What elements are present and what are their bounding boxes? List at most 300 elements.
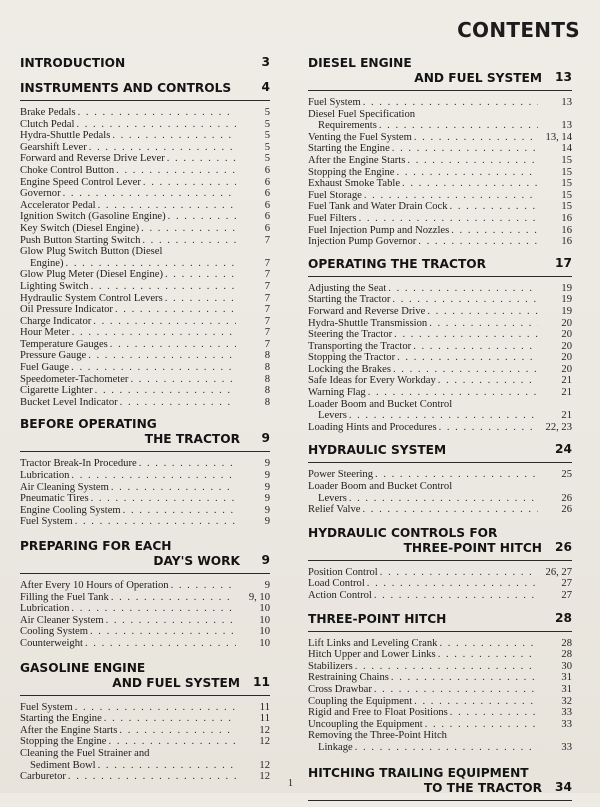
- entry-label: Glow Plug Meter (Diesel Engine): [20, 269, 163, 281]
- toc-entry: [20, 153, 270, 165]
- leader-dots: [374, 590, 538, 602]
- entry-page: 16: [561, 236, 572, 248]
- entry-label: Push Button Starting Switch: [20, 234, 141, 246]
- section-title-line2: AND FUEL SYSTEM: [414, 71, 542, 85]
- leader-dots: [363, 97, 538, 109]
- entry-label: Hydra-Shuttle Transmission: [308, 317, 428, 329]
- leader-dots: [130, 374, 236, 386]
- toc-entry: [308, 469, 572, 481]
- section-introduction: [20, 56, 270, 81]
- section-rule: [20, 100, 270, 101]
- leader-dots: [75, 702, 236, 714]
- leader-dots: [438, 649, 538, 661]
- entry-page: 20: [561, 317, 572, 329]
- entry-page: 7: [264, 234, 270, 246]
- toc-entry: [308, 375, 572, 387]
- toc-entry: [308, 387, 572, 399]
- toc-entry: [20, 258, 270, 270]
- leader-dots: [93, 316, 236, 328]
- leader-dots: [112, 130, 236, 142]
- leader-dots: [375, 469, 538, 481]
- section-title-line1: HITCHING TRAILING EQUIPMENT: [308, 765, 529, 780]
- toc-entry: [308, 155, 572, 167]
- entry-label: Brake Pedals: [20, 107, 76, 118]
- toc-entry-continued: Loader Boom and Bucket Control: [308, 481, 453, 493]
- leader-dots: [407, 155, 538, 167]
- toc-entry: [20, 142, 270, 154]
- toc-entry: [20, 223, 270, 235]
- entry-label: Steering the Tractor: [308, 329, 393, 341]
- entry-label: Lift Links and Leveling Crank: [308, 637, 438, 649]
- toc-entry: [20, 304, 270, 316]
- entry-label: Hydra-Shuttle Pedals: [20, 130, 111, 142]
- entry-page: 7: [264, 304, 270, 316]
- leader-dots: [397, 352, 538, 364]
- entry-page: 30: [561, 660, 572, 672]
- toc-entry: [20, 713, 270, 725]
- leader-dots: [380, 567, 538, 579]
- leader-dots: [66, 258, 236, 270]
- toc-entry: [308, 167, 572, 179]
- section-hydraulic-system: [308, 443, 572, 515]
- entry-label: Requirements: [318, 120, 377, 132]
- toc-entry: [308, 719, 572, 731]
- entry-label: Cooling System: [20, 626, 88, 638]
- toc-entry: [20, 316, 270, 328]
- entry-label: Uncoupling the Equipment: [308, 718, 423, 730]
- entry-label: Tractor Break-In Procedure: [20, 458, 137, 470]
- entry-label: Hydraulic System Control Levers: [20, 292, 163, 304]
- entry-page: 26: [561, 504, 572, 516]
- entry-label: Rigid and Free to Float Positions: [308, 707, 448, 719]
- entry-page: 9: [264, 470, 270, 482]
- leader-dots: [450, 201, 538, 213]
- entry-label: Clutch Pedal: [20, 118, 75, 130]
- entry-page: 7: [264, 315, 270, 327]
- section-rule: [308, 800, 572, 801]
- entry-label: Pneumatic Tires: [20, 493, 89, 505]
- leader-dots: [349, 493, 538, 505]
- entry-page: 7: [264, 327, 270, 339]
- leader-dots: [139, 458, 236, 470]
- entry-label: Starting the Engine: [20, 713, 102, 725]
- toc-entry: [308, 742, 572, 754]
- leader-dots: [91, 493, 236, 505]
- entry-page: 10: [259, 637, 270, 649]
- leader-dots: [75, 516, 236, 528]
- entry-label: Exhaust Smoke Table: [308, 178, 401, 190]
- section-title: THREE-POINT HITCH: [308, 611, 447, 626]
- entry-label: Warning Flag: [308, 387, 366, 399]
- toc-entry: [308, 294, 572, 306]
- entry-list: [20, 458, 270, 528]
- entry-label: Air Cleaning System: [20, 481, 109, 493]
- leader-dots: [63, 188, 236, 200]
- leader-dots: [413, 341, 538, 353]
- entry-page: 15: [561, 178, 572, 190]
- right-column: [308, 56, 572, 807]
- section-hitching-trailing: [308, 766, 572, 801]
- section-title-line1: PREPARING FOR EACH: [20, 539, 172, 553]
- entry-label: Fuel Tank and Water Drain Cock: [308, 201, 448, 213]
- leader-dots: [429, 318, 538, 330]
- entry-page: 33: [561, 707, 572, 719]
- entry-page: 13, 14: [545, 131, 572, 143]
- leader-dots: [367, 578, 538, 590]
- section-title-line2: THREE-POINT HITCH: [403, 540, 542, 555]
- section-rule: [308, 90, 572, 91]
- toc-entry: [20, 327, 270, 339]
- leader-dots: [402, 178, 538, 190]
- toc-entry: [20, 592, 270, 604]
- toc-entry: [20, 397, 270, 409]
- toc-entry: [20, 339, 270, 351]
- toc-entry: [308, 649, 572, 661]
- entry-label: Bucket Level Indicator: [20, 396, 118, 408]
- entry-label: Relief Valve: [308, 504, 361, 516]
- entry-page: 6: [264, 211, 270, 223]
- leader-dots: [78, 107, 236, 119]
- entry-page: 6: [264, 222, 270, 234]
- leader-dots: [392, 143, 538, 155]
- entry-list: [20, 702, 270, 783]
- entry-label: Locking the Brakes: [308, 363, 391, 375]
- section-rule: [20, 573, 270, 574]
- entry-label: Engine): [30, 257, 64, 269]
- entry-page: 7: [264, 257, 270, 269]
- toc-entry: [20, 293, 270, 305]
- toc-entry: [308, 97, 572, 109]
- leader-dots: [394, 329, 538, 341]
- leader-dots: [123, 505, 236, 517]
- toc-entry: [308, 578, 572, 590]
- entry-page: 20: [561, 363, 572, 375]
- entry-page: 13: [561, 97, 572, 108]
- entry-label: Action Control: [308, 590, 372, 601]
- leader-dots: [110, 339, 236, 351]
- entry-label: Forward and Reverse Drive: [308, 305, 426, 317]
- toc-entry: [308, 225, 572, 237]
- entry-page: 19: [561, 282, 572, 294]
- entry-label: Fuel System: [20, 701, 73, 713]
- leader-dots: [388, 283, 538, 295]
- leader-dots: [115, 304, 236, 316]
- entry-label: Injection Pump Governor: [308, 236, 417, 248]
- entry-label: Lighting Switch: [20, 280, 89, 292]
- toc-entry: [20, 374, 270, 386]
- entry-label: Starting the Tractor: [308, 294, 391, 306]
- section-title-line1: DIESEL ENGINE: [308, 56, 412, 70]
- leader-dots: [168, 211, 236, 223]
- toc-entry: [308, 213, 572, 225]
- leader-dots: [414, 132, 538, 144]
- entry-label: Choke Control Button: [20, 164, 115, 176]
- section-rule: [20, 451, 270, 452]
- entry-page: 12: [259, 759, 270, 771]
- left-column: [20, 56, 270, 783]
- entry-label: Stopping the Engine: [20, 736, 107, 748]
- entry-page: 27: [561, 590, 572, 601]
- entry-page: 9: [264, 504, 270, 516]
- entry-label: Transporting the Tractor: [308, 340, 412, 352]
- entry-label: Load Control: [308, 578, 365, 590]
- entry-page: 9: [264, 458, 270, 470]
- entry-list: [308, 638, 572, 754]
- entry-page: 25: [561, 469, 572, 481]
- toc-entry: [308, 422, 572, 434]
- leader-dots: [425, 719, 538, 731]
- toc-entry: [308, 684, 572, 696]
- entry-page: 7: [264, 338, 270, 350]
- entry-page: 8: [264, 373, 270, 385]
- entry-label: Cigarette Lighter: [20, 385, 93, 397]
- toc-entry: [308, 120, 572, 132]
- toc-entry: [20, 725, 270, 737]
- section-page: 11: [253, 674, 270, 689]
- toc-entry: [308, 329, 572, 341]
- section-title-line1: HYDRAULIC CONTROLS FOR: [308, 525, 498, 540]
- entry-page: 12: [259, 736, 270, 748]
- entry-page: 9: [264, 516, 270, 528]
- toc-entry: [20, 615, 270, 627]
- section-hydraulic-controls: [308, 526, 572, 602]
- leader-dots: [89, 142, 236, 154]
- leader-dots: [98, 760, 236, 772]
- entry-label: Linkage: [318, 741, 353, 753]
- entry-page: 6: [264, 199, 270, 211]
- leader-dots: [392, 294, 538, 306]
- leader-dots: [393, 364, 538, 376]
- section-page: 34: [555, 779, 572, 794]
- entry-label: Air Cleaner System: [20, 614, 104, 626]
- leader-dots: [120, 397, 236, 409]
- entry-list: [20, 580, 270, 650]
- toc-entry: [20, 458, 270, 470]
- entry-page: 20: [561, 340, 572, 352]
- section-rule: [20, 695, 270, 696]
- page-title: CONTENTS: [457, 18, 580, 42]
- toc-entry: [20, 188, 270, 200]
- entry-page: 10: [259, 614, 270, 626]
- leader-dots: [438, 375, 538, 387]
- toc-entry: [20, 119, 270, 131]
- leader-dots: [71, 470, 236, 482]
- entry-label: Accelerator Pedal: [20, 199, 96, 211]
- entry-list: [308, 283, 572, 434]
- entry-label: Stopping the Engine: [308, 166, 395, 178]
- leader-dots: [439, 638, 538, 650]
- toc-entry: [20, 771, 270, 783]
- toc-entry: [308, 672, 572, 684]
- entry-page: 5: [264, 153, 270, 165]
- entry-page: 15: [561, 189, 572, 201]
- entry-page: 8: [264, 385, 270, 397]
- entry-page: 20: [561, 352, 572, 364]
- entry-label: Hitch Upper and Lower Links: [308, 649, 436, 661]
- section-operating: [308, 257, 572, 434]
- entry-label: Adjusting the Seat: [308, 282, 387, 294]
- entry-label: Fuel Injection Pump and Nozzles: [308, 224, 450, 236]
- leader-dots: [104, 713, 236, 725]
- entry-label: Levers: [318, 492, 347, 504]
- toc-entry: [308, 306, 572, 318]
- leader-dots: [391, 672, 538, 684]
- entry-page: 5: [264, 107, 270, 118]
- entry-page: 10: [259, 626, 270, 638]
- section-page: 13: [555, 70, 572, 84]
- section-page: 24: [555, 442, 572, 457]
- toc-entry: [308, 504, 572, 516]
- entry-label: Gearshift Lever: [20, 141, 87, 153]
- toc-entry: [20, 702, 270, 714]
- toc-entry: [308, 364, 572, 376]
- section-page: 4: [261, 80, 270, 94]
- leader-dots: [439, 422, 538, 434]
- section-title: INTRODUCTION: [20, 56, 126, 70]
- entry-page: 10: [259, 603, 270, 615]
- entry-page: 5: [264, 141, 270, 153]
- entry-page: 5: [264, 118, 270, 130]
- entry-label: Cross Drawbar: [308, 683, 372, 695]
- entry-label: Speedometer-Tachometer: [20, 373, 129, 385]
- leader-dots: [72, 327, 236, 339]
- toc-entry: [20, 736, 270, 748]
- toc-entry: [20, 580, 270, 592]
- toc-entry: [20, 211, 270, 223]
- entry-label: Stabilizers: [308, 660, 353, 672]
- section-title-line1: BEFORE OPERATING: [20, 417, 157, 432]
- entry-label: Lubrication: [20, 470, 70, 482]
- entry-label: Pressure Gauge: [20, 350, 87, 362]
- leader-dots: [368, 387, 538, 399]
- leader-dots: [71, 362, 236, 374]
- section-title-line2: TO THE TRACTOR: [423, 780, 542, 795]
- entry-page: 33: [561, 718, 572, 730]
- toc-entry: [20, 200, 270, 212]
- entry-label: Position Control: [308, 566, 378, 578]
- leader-dots: [397, 167, 538, 179]
- leader-dots: [379, 120, 538, 132]
- entry-page: 15: [561, 166, 572, 178]
- toc-entry: [308, 707, 572, 719]
- leader-dots: [141, 223, 236, 235]
- entry-page: 20: [561, 329, 572, 341]
- entry-list: [308, 567, 572, 602]
- entry-label: Starting the Engine: [308, 143, 390, 155]
- section-page: 28: [555, 610, 572, 625]
- entry-page: 31: [561, 672, 572, 684]
- entry-label: Fuel System: [20, 516, 73, 528]
- toc-entry: [20, 626, 270, 638]
- entry-page: 31: [561, 683, 572, 695]
- entry-page: 14: [561, 143, 572, 155]
- entry-page: 6: [264, 176, 270, 188]
- leader-dots: [95, 385, 236, 397]
- leader-dots: [119, 725, 236, 737]
- leader-dots: [76, 119, 236, 131]
- entry-page: 27: [561, 578, 572, 590]
- toc-entry: [308, 132, 572, 144]
- entry-page: 7: [264, 269, 270, 281]
- toc-entry: [20, 603, 270, 615]
- entry-page: 21: [561, 410, 572, 422]
- entry-label: Counterweight: [20, 637, 83, 649]
- section-page: 9: [261, 553, 270, 567]
- entry-page: 7: [264, 292, 270, 304]
- entry-label: Forward and Reverse Drive Lever: [20, 153, 165, 165]
- entry-page: 26, 27: [545, 566, 572, 578]
- leader-dots: [359, 213, 538, 225]
- leader-dots: [106, 615, 236, 627]
- leader-dots: [427, 306, 538, 318]
- leader-dots: [362, 504, 538, 516]
- toc-entry: [20, 281, 270, 293]
- toc-entry: [308, 590, 572, 602]
- section-gasoline-engine: [20, 661, 270, 783]
- leader-dots: [165, 269, 236, 281]
- entry-page: 5: [264, 130, 270, 142]
- entry-page: 6: [264, 164, 270, 176]
- toc-entry: [20, 165, 270, 177]
- leader-dots: [116, 165, 236, 177]
- section-rule: [308, 276, 572, 277]
- entry-label: Restraining Chains: [308, 672, 389, 684]
- entry-page: 7: [264, 280, 270, 292]
- toc-entry: [20, 516, 270, 528]
- toc-entry: [308, 661, 572, 673]
- entry-label: Engine Cooling System: [20, 504, 121, 516]
- section-preparing: [20, 539, 270, 650]
- toc-entry: [20, 269, 270, 281]
- entry-page: 15: [561, 154, 572, 166]
- leader-dots: [85, 638, 236, 650]
- entry-page: 8: [264, 396, 270, 408]
- entry-label: Coupling the Equipment: [308, 695, 413, 707]
- section-title-line1: GASOLINE ENGINE: [20, 660, 146, 675]
- section-rule: [308, 462, 572, 463]
- entry-page: 19: [561, 294, 572, 306]
- entry-page: 13: [561, 120, 572, 132]
- leader-dots: [167, 153, 236, 165]
- leader-dots: [171, 580, 236, 592]
- toc-entry: [308, 318, 572, 330]
- entry-label: Safe Ideas for Every Workday: [308, 375, 436, 387]
- section-title-line2: AND FUEL SYSTEM: [112, 675, 240, 690]
- section-title: OPERATING THE TRACTOR: [308, 256, 486, 271]
- entry-page: 32: [561, 695, 572, 707]
- leader-dots: [88, 350, 236, 362]
- toc-entry: [20, 505, 270, 517]
- leader-dots: [450, 707, 538, 719]
- entry-label: Carburetor: [20, 771, 66, 783]
- leader-dots: [71, 603, 236, 615]
- entry-label: Key Switch (Diesel Engine): [20, 222, 140, 234]
- entry-page: 9: [264, 493, 270, 505]
- toc-entry-continued: Glow Plug Switch Button (Diesel: [20, 246, 163, 258]
- entry-page: 22, 23: [545, 421, 572, 433]
- section-title-line2: THE TRACTOR: [144, 432, 240, 447]
- entry-page: 11: [259, 701, 270, 713]
- toc-entry: [308, 201, 572, 213]
- entry-page: 26: [561, 492, 572, 504]
- leader-dots: [355, 661, 538, 673]
- toc-entry: [20, 760, 270, 772]
- toc-entry: [20, 362, 270, 374]
- toc-entry: [308, 143, 572, 155]
- toc-entry: [20, 638, 270, 650]
- leader-dots: [364, 190, 538, 202]
- leader-dots: [165, 293, 236, 305]
